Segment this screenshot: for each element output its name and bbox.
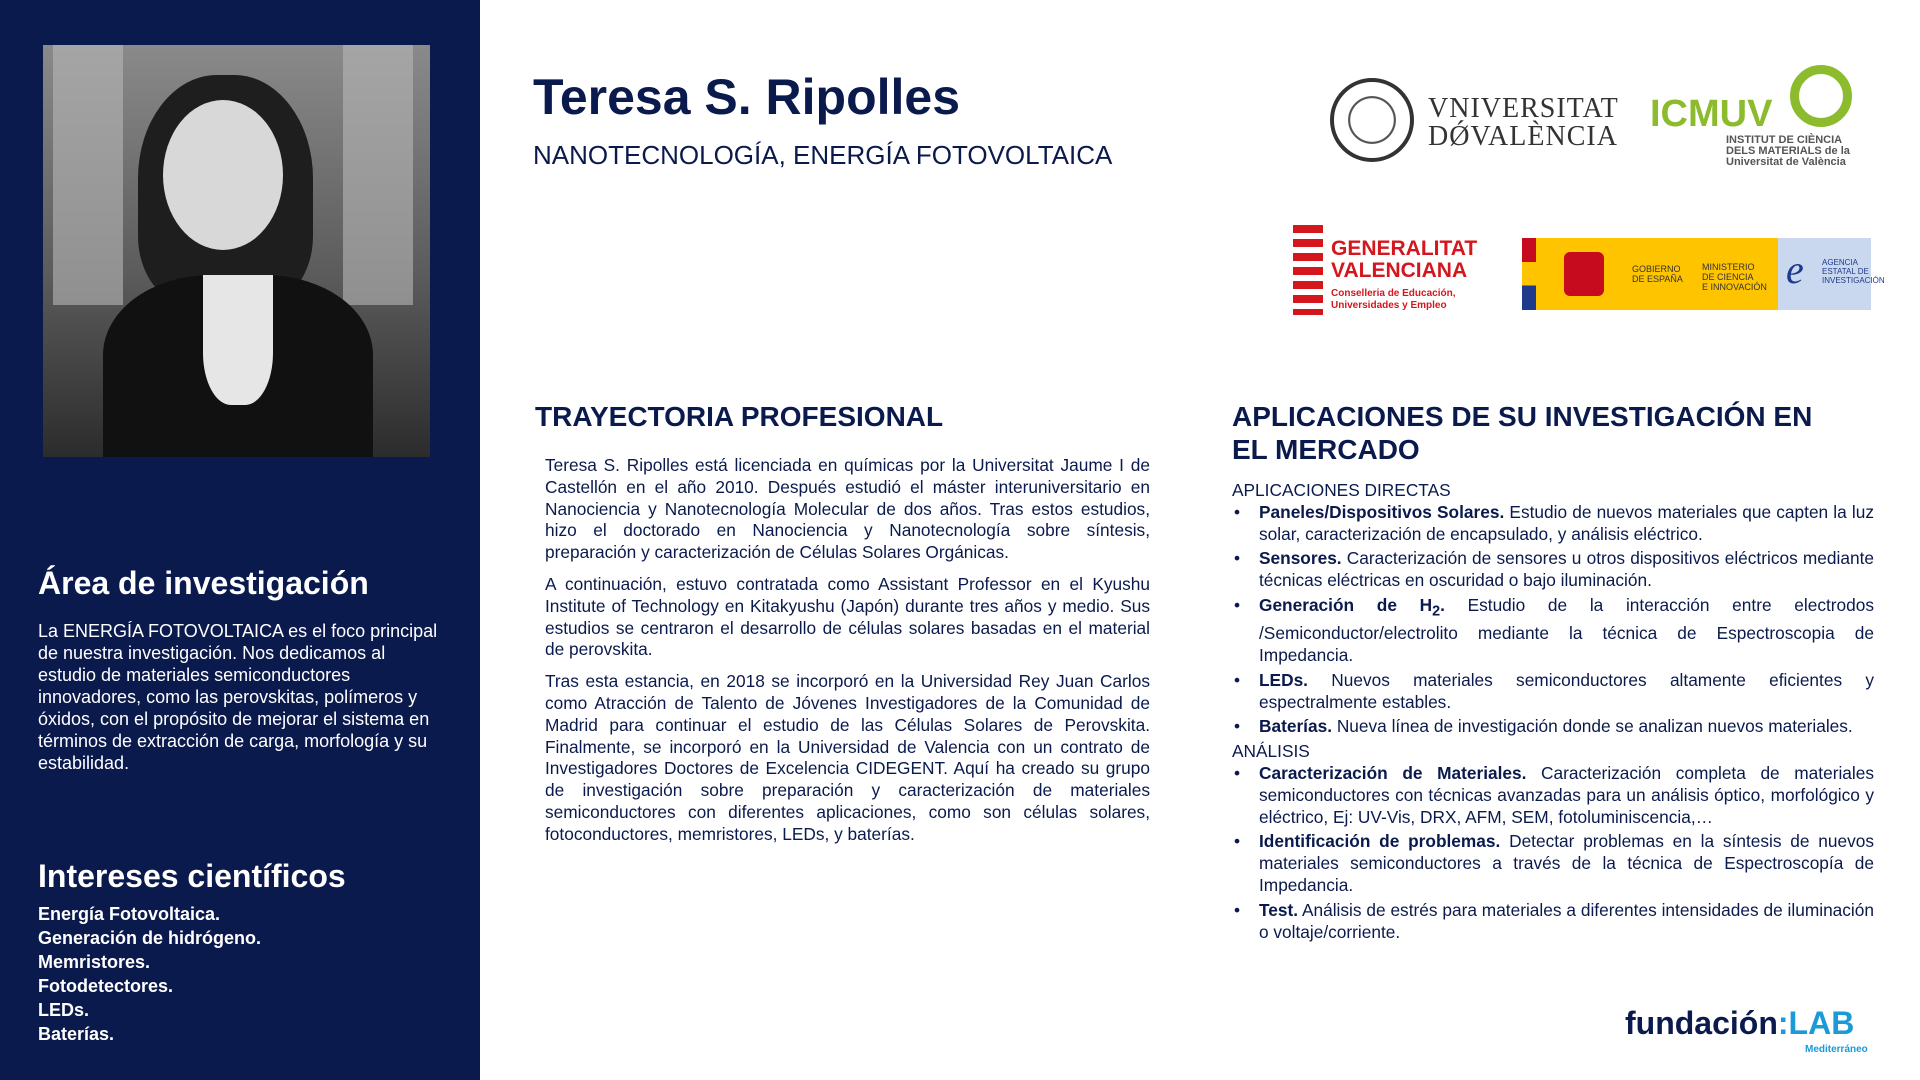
item-head-text: Generación de H [1259,594,1433,615]
item-head [1259,594,1445,620]
fundacion-lab-word: :LAB [1777,1005,1855,1041]
item-text: Nuevos materiales semiconductores altamente eficientes y espectralmente estables. [1259,669,1874,712]
interest-item: Memristores. [38,952,151,972]
person-subtitle: NANOTECNOLOGÍA, ENERGÍA FOTOVOLTAICA [533,140,1113,170]
generalitat-logo [1293,225,1478,315]
aei-text-line: AGENCIA [1822,258,1859,267]
interest-item: Baterías. [38,1024,115,1044]
portrait-face [163,100,283,250]
item-head: Baterías. [1259,716,1333,737]
item-head: Sensores. [1259,548,1342,569]
gva-sub2: Universidades y Empleo [1331,300,1447,311]
uv-line1: VNIVERSITAT [1428,93,1619,124]
area-title: Área de investigación [38,565,369,601]
item-head-sub: 2 [1432,603,1441,620]
icmuv-logo [1650,65,1850,175]
aplicaciones-title-line2: EL MERCADO [1232,434,1420,465]
person-name: Teresa S. Ripolles [533,69,961,125]
trayectoria-paragraph: Teresa S. Ripolles está licenciada en químicas por la Universitat Jaume I de Castellón en el año 2010. Después estudió el máster interuniversitario en Nanociencia y Nanotecnología Molecular de dos años. Tras estos estudios, hizo el doctorado en Nanociencia y Nanotecnología sobre síntesis, preparación y caracterización de Células Solares Orgánicas. [545,455,1150,563]
aei-panel [1778,238,1885,310]
icmuv-sub3: Universitat de València [1726,156,1846,168]
category-analisis: ANÁLISIS [1232,741,1310,762]
icmuv-sub2: DELS MATERIALS de la [1726,145,1850,157]
aei-text-line: ESTATAL DE [1822,267,1869,276]
gob-text-line: DE CIENCIA [1702,272,1754,282]
spain-crest-icon [1564,252,1604,296]
generalitat-mark-icon [1293,225,1323,315]
item-head: Identificación de problemas. [1259,831,1501,852]
gva-line2: VALENCIANA [1331,259,1468,282]
aplicaciones-body [1232,480,1874,946]
ministerio-text [1702,262,1767,292]
icmuv-circle-icon [1790,65,1852,127]
item-head: Caracterización de Materiales. [1259,763,1527,784]
gob-text-line: MINISTERIO [1702,262,1755,272]
interest-item: Energía Fotovoltaica. [38,904,221,924]
aei-e-icon: e [1786,247,1804,292]
item-text: Estudio de la interacción entre electrodos /Semiconductor/electrolito mediante la técnica de Espectroscopia de Impedancia. [1259,594,1874,666]
gobierno-panel [1536,238,1778,310]
generalitat-sub [1331,288,1455,312]
list-item [1232,502,1874,546]
icmuv-subtitle [1726,135,1850,168]
gobierno-logo [1522,238,1885,310]
icmuv-sub1: INSTITUT DE CIÈNCIA [1726,134,1843,146]
list-item [1232,595,1874,667]
interest-item: Fotodetectores. [38,976,174,996]
aei-text-line: INVESTIGACIÓN [1822,276,1885,285]
uv-line2: DǾVALÈNCIA [1428,121,1618,152]
item-text: Caracterización de sensores u otros dispositivos eléctricos mediante técnicas eléctricas en oscuridad o bajo iluminación. [1259,548,1874,591]
interests-list [38,902,261,1046]
directas-list [1232,502,1874,738]
category-directas: APLICACIONES DIRECTAS [1232,480,1451,500]
icmuv-word: ICMUV [1650,93,1773,135]
item-text: Estudio de nuevos materiales que capten la luz solar, caracterización de encapsulado, y análisis eléctrico. [1259,501,1874,544]
aplicaciones-title [1232,400,1812,466]
gob-text-line: E INNOVACIÓN [1702,282,1767,292]
trayectoria-title: TRAYECTORIA PROFESIONAL [535,401,944,432]
list-item [1232,548,1874,592]
fundacion-word: fundación [1625,1005,1778,1041]
analisis-list [1232,763,1874,943]
gob-text-line: GOBIERNO [1632,264,1681,274]
sidebar [0,0,480,1080]
gva-sub1: Conselleria de Educación, [1331,288,1456,299]
item-head: Paneles/Dispositivos Solares. [1259,501,1505,522]
gva-line1: GENERALITAT [1331,237,1478,260]
item-text: Nueva línea de investigación donde se analizan nuevos materiales. [1332,716,1853,737]
aplicaciones-title-line1: APLICACIONES DE SU INVESTIGACIÓN EN [1232,401,1813,432]
gobierno-text [1632,264,1683,284]
list-item [1232,831,1874,896]
list-item [1232,670,1874,714]
portrait-shirt [203,275,273,405]
list-item [1232,763,1874,828]
interest-item: Generación de hidrógeno. [38,928,262,948]
uv-seal-logo [1330,78,1414,162]
trayectoria-paragraph: Tras esta estancia, en 2018 se incorporó en la Universidad Rey Juan Carlos como Atracción de Talento de Jóvenes Investigadores de la Comunidad de Madrid para continuar el estudio de las Células Solares de Perovskita. Finalmente, se incorporó en la Universidad de Valencia con un contrato de Investigadores Doctores de Excelencia CIDEGENT. Aquí ha creado su grupo de investigación sobre preparación y caracterización de materiales semiconductores con diferentes aplicaciones, como son células solares, fotoconductores, memristores, LEDs, y baterías. [545,671,1150,844]
interest-item: LEDs. [38,1000,90,1020]
area-text: La ENERGÍA FOTOVOLTAICA es el foco principal de nuestra investigación. Nos dedicamos al estudio de materiales semiconductores innovadores, como las perovskitas, polímeros y óxidos, con el propósito de mejorar el sistema en términos de extracción de carga, morfología y su estabilidad. [38,621,438,773]
portrait-photo [43,45,430,457]
aei-text [1822,258,1885,285]
item-head-dot: . [1440,594,1445,615]
background-window [343,45,413,305]
trayectoria-body [545,455,1150,856]
fundacion-lab-logo [1625,1005,1854,1042]
list-item [1232,716,1874,738]
generalitat-name [1331,238,1477,282]
item-text: Detectar problemas en la síntesis de nuevos materiales semiconductores a través de la técnica de Espectroscopía de Impedancia. [1259,831,1874,895]
item-text: Caracterización completa de materiales semiconductores con técnicas avanzadas para un análisis óptico, morfológico y eléctrico, Ej: UV-Vis, DRX, AFM, SEM, fotoluminiscencia,… [1259,763,1874,827]
trayectoria-paragraph: A continuación, estuvo contratada como Assistant Professor en el Kyushu Institute of Technology en Kitakyushu (Japón) durante tres años y medio. Sus estudios se centraron el desarrollo de células solares basadas en el material de perovskita. [545,573,1150,660]
item-text: Análisis de estrés para materiales a diferentes intensidades de iluminación o voltaje/corriente. [1259,899,1874,942]
gob-text-line: DE ESPAÑA [1632,274,1683,284]
interests-title: Intereses científicos [38,858,346,894]
item-head: Test. [1259,899,1299,920]
uv-wordmark [1428,95,1619,151]
list-item [1232,900,1874,944]
eu-flag-icon [1522,238,1536,310]
fundacion-subtitle: Mediterráneo [1805,1044,1868,1055]
item-head: LEDs. [1259,669,1308,690]
background-window [53,45,123,305]
